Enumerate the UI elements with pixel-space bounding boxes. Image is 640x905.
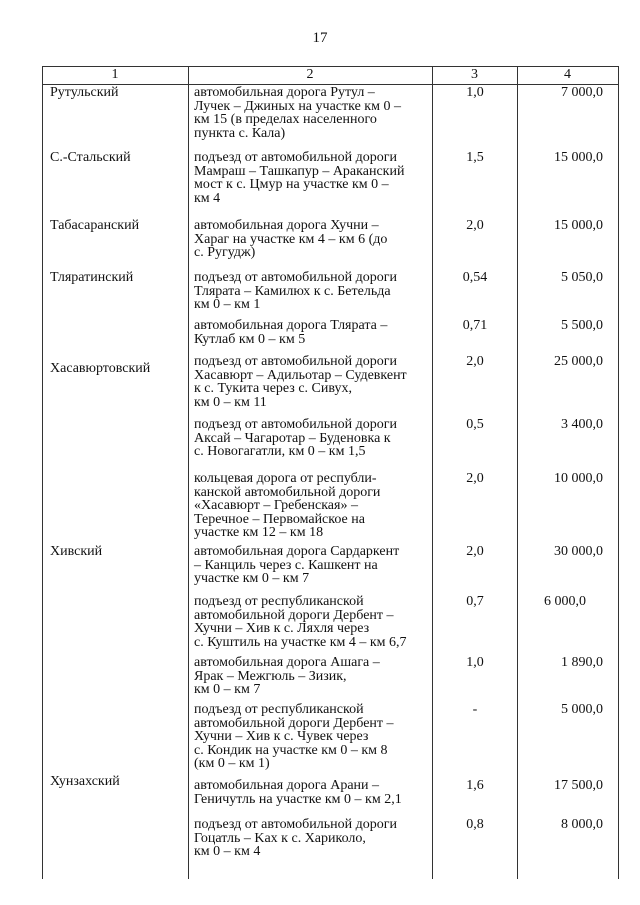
amount-cell: 5 050,0 xyxy=(561,270,603,285)
length-cell: - xyxy=(472,702,478,717)
road-cell: автомобильная дорога Ашага – Ярак – Межгюль – Зизик, км 0 – км 7 xyxy=(194,655,380,697)
road-cell: автомобильная дорога Сардаркент – Канциль через с. Кашкент на участке км 0 – км 7 xyxy=(194,544,400,586)
length-cell: 0,71 xyxy=(462,318,488,333)
road-cell: кольцевая дорога от республи- канской автомобильной дороги «Хасавюрт – Гребенская» – Теречное – Первомайское на участке км 12 – км 18 xyxy=(194,471,381,540)
amount-cell: 30 000,0 xyxy=(554,544,603,559)
page-number: 17 xyxy=(312,30,328,46)
column-header: 2 xyxy=(306,67,314,82)
district-cell: Хасавюртовский xyxy=(50,361,151,376)
amount-cell: 6 000,0 xyxy=(544,594,586,609)
district-cell: Тляратинский xyxy=(50,270,134,285)
amount-cell: 10 000,0 xyxy=(554,471,603,486)
length-cell: 2,0 xyxy=(466,471,484,486)
road-cell: подъезд от автомобильной дороги Хасавюрт – Адильотар – Судевкент к с. Тукита через с. Сивух, км 0 – км 11 xyxy=(194,354,407,410)
district-cell: Хунзахский xyxy=(50,774,120,789)
amount-cell: 8 000,0 xyxy=(561,817,603,832)
length-cell: 1,0 xyxy=(466,85,484,100)
road-cell: автомобильная дорога Арани – Геничутль на участке км 0 – км 2,1 xyxy=(194,778,402,807)
column-header: 1 xyxy=(111,67,119,82)
length-cell: 0,8 xyxy=(466,817,484,832)
column-header: 4 xyxy=(564,67,571,82)
amount-cell: 15 000,0 xyxy=(554,150,603,165)
length-cell: 0,54 xyxy=(462,270,488,285)
amount-cell: 5 000,0 xyxy=(561,702,603,717)
road-cell: автомобильная дорога Тлярата – Кутлаб км 0 – км 5 xyxy=(194,318,388,347)
column-divider xyxy=(432,66,433,879)
district-cell: Хивский xyxy=(50,544,103,559)
column-divider xyxy=(618,66,619,879)
road-cell: подъезд от автомобильной дороги Аксай – Чагаротар – Буденовка к с. Новогагатли, км 0 – км 1,5 xyxy=(194,417,397,459)
district-cell: Табасаранский xyxy=(50,218,140,233)
road-cell: подъезд от автомобильной дороги Тлярата – Камилюх к с. Бетельда км 0 – км 1 xyxy=(194,270,397,312)
length-cell: 1,5 xyxy=(466,150,484,165)
road-cell: подъезд от республиканской автомобильной дороги Дербент – Хучни – Хив к с. Ляхля через с. Куштиль на участке км 4 – км 6,7 xyxy=(194,594,407,650)
column-divider xyxy=(517,66,518,879)
road-cell: автомобильная дорога Рутул – Лучек – Джиных на участке км 0 – км 15 (в пределах населенного пункта с. Кала) xyxy=(194,85,401,141)
road-cell: подъезд от автомобильной дороги Гоцатль – Kах к с. Хариколо, км 0 – км 4 xyxy=(194,817,397,859)
column-header: 3 xyxy=(471,67,478,82)
amount-cell: 7 000,0 xyxy=(561,85,603,100)
district-cell: С.-Стальский xyxy=(50,150,131,165)
road-cell: подъезд от республиканской автомобильной дороги Дербент – Хучни – Хив к с. Чувек через с. Кондик на участке км 0 – км 8 (км 0 – км 1) xyxy=(194,702,394,771)
amount-cell: 17 500,0 xyxy=(554,778,603,793)
district-cell: Рутульский xyxy=(50,85,119,100)
amount-cell: 3 400,0 xyxy=(561,417,603,432)
length-cell: 0,5 xyxy=(466,417,484,432)
length-cell: 0,7 xyxy=(466,594,484,609)
length-cell: 2,0 xyxy=(466,354,484,369)
length-cell: 1,6 xyxy=(466,778,484,793)
length-cell: 1,0 xyxy=(466,655,484,670)
column-divider xyxy=(188,66,189,879)
amount-cell: 5 500,0 xyxy=(561,318,603,333)
road-cell: автомобильная дорога Хучни – Хараг на участке км 4 – км 6 (до с. Ругудж) xyxy=(194,218,388,260)
length-cell: 2,0 xyxy=(466,218,484,233)
column-divider xyxy=(42,66,43,879)
amount-cell: 1 890,0 xyxy=(561,655,603,670)
amount-cell: 15 000,0 xyxy=(554,218,603,233)
amount-cell: 25 000,0 xyxy=(554,354,603,369)
length-cell: 2,0 xyxy=(466,544,484,559)
road-cell: подъезд от автомобильной дороги Мамраш – Ташкапур – Араканский мост к с. Цмур на участке км 0 – км 4 xyxy=(194,150,405,206)
